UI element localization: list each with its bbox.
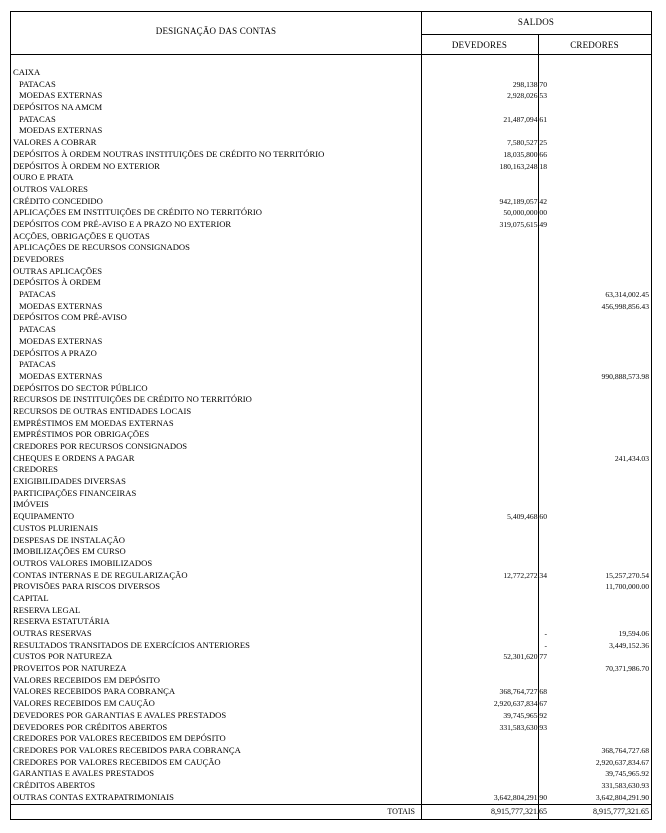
- account-row: [11, 768, 651, 780]
- account-row: [11, 137, 651, 149]
- account-name: RESULTADOS TRANSITADOS DE EXERCÍCIOS ANTERIORES: [13, 639, 250, 650]
- account-name: CRÉDITOS ABERTOS: [13, 779, 96, 790]
- credit-value: 63,314,002.45: [605, 290, 649, 300]
- account-row: [11, 558, 651, 570]
- account-row: [11, 231, 651, 243]
- account-name: GARANTIAS E AVALES PRESTADOS: [13, 768, 155, 779]
- account-row: [11, 149, 651, 161]
- account-row: [11, 570, 651, 582]
- account-name: RESERVA LEGAL: [13, 604, 81, 615]
- account-row: [11, 698, 651, 710]
- account-row: [11, 406, 651, 418]
- account-name: OUTROS VALORES: [13, 183, 88, 194]
- account-name: PATACAS: [19, 78, 56, 89]
- account-row: [11, 523, 651, 535]
- credit-value: 331,583,630.93: [601, 780, 649, 790]
- account-name: EXIGIBILIDADES DIVERSAS: [13, 476, 126, 487]
- account-row: [11, 675, 651, 687]
- account-name: MOEDAS EXTERNAS: [19, 90, 103, 101]
- debit-value: -: [544, 629, 547, 638]
- account-row: [11, 125, 651, 137]
- account-name: APLICAÇÕES EM INSTITUIÇÕES DE CRÉDITO NO TERRITÓRIO: [13, 207, 262, 218]
- account-row: [11, 324, 651, 336]
- account-name: IMÓVEIS: [13, 499, 49, 510]
- account-row: [11, 67, 651, 79]
- account-row: [11, 102, 651, 114]
- credit-value: 15,257,270.54: [605, 570, 649, 580]
- account-row: [11, 219, 651, 231]
- account-row: [11, 605, 651, 617]
- header-bottom-rule: [11, 54, 651, 55]
- account-name: CHEQUES E ORDENS A PAGAR: [13, 452, 135, 463]
- account-name: MOEDAS EXTERNAS: [19, 370, 103, 381]
- account-row: [11, 266, 651, 278]
- account-row: [11, 616, 651, 628]
- debit-value: 12,772,272.34: [503, 570, 547, 580]
- account-name: APLICAÇÕES DE RECURSOS CONSIGNADOS: [13, 242, 190, 253]
- account-row: [11, 476, 651, 488]
- credit-header: CREDORES: [570, 40, 619, 50]
- account-row: [11, 499, 651, 511]
- debit-value: 50,000,000.00: [503, 208, 547, 218]
- account-row: [11, 161, 651, 173]
- account-name: PARTICIPAÇÕES FINANCEIRAS: [13, 487, 137, 498]
- credit-value: 11,700,000.00: [605, 582, 649, 592]
- account-row: [11, 359, 651, 371]
- account-name: CUSTOS POR NATUREZA: [13, 651, 113, 662]
- credit-value: 3,642,804,291.90: [595, 792, 649, 802]
- account-name: RECURSOS DE OUTRAS ENTIDADES LOCAIS: [13, 405, 192, 416]
- account-row: [11, 710, 651, 722]
- account-name: OURO E PRATA: [13, 172, 74, 183]
- account-row: [11, 196, 651, 208]
- account-row: [11, 663, 651, 675]
- account-name: PATACAS: [19, 324, 56, 335]
- totals-label: TOTAIS: [387, 807, 415, 816]
- account-name: DEPÓSITOS A PRAZO: [13, 347, 97, 358]
- debit-header: DEVEDORES: [451, 40, 508, 50]
- account-name: DEPÓSITOS COM PRÉ-AVISO E A PRAZO NO EXTERIOR: [13, 218, 232, 229]
- debit-value: 942,189,057.42: [499, 196, 547, 206]
- account-row: [11, 312, 651, 324]
- account-row: [11, 757, 651, 769]
- totals-credit: 8,915,777,321.65: [593, 807, 649, 816]
- account-name: CREDORES POR VALORES RECEBIDOS PARA COBRANÇA: [13, 744, 241, 755]
- account-row: [11, 651, 651, 663]
- account-row: [11, 371, 651, 383]
- account-name: DEVEDORES POR CRÉDITOS ABERTOS: [13, 721, 168, 732]
- account-name: OUTRAS RESERVAS: [13, 628, 92, 638]
- account-name: OUTRAS CONTAS EXTRAPATRIMONIAIS: [13, 791, 174, 802]
- debit-value: 180,163,248.18: [499, 161, 547, 171]
- account-row: [11, 114, 651, 126]
- account-row: [11, 79, 651, 91]
- account-row: [11, 464, 651, 476]
- debit-value: 2,920,637,834.67: [493, 699, 547, 709]
- debit-value: 298,138.70: [512, 79, 547, 89]
- account-name: CRÉDITO CONCEDIDO: [13, 195, 103, 206]
- credit-value: 241,434.03: [614, 453, 649, 463]
- credit-value: 39,745,965.92: [605, 769, 649, 779]
- account-name: MOEDAS EXTERNAS: [19, 300, 103, 311]
- account-row: [11, 780, 651, 792]
- balance-sheet-table: [10, 11, 652, 820]
- debit-value: -: [544, 640, 547, 650]
- account-row: [11, 722, 651, 734]
- account-name: PATACAS: [19, 289, 56, 300]
- account-name: PROVEITOS POR NATUREZA: [13, 663, 127, 674]
- account-row: [11, 593, 651, 605]
- account-name: MOEDAS EXTERNAS: [19, 125, 103, 136]
- debit-value: 52,301,620.77: [503, 652, 547, 662]
- debit-value: 3,642,804,291.90: [493, 792, 547, 802]
- account-name: IMOBILIZAÇÕES EM CURSO: [13, 546, 126, 557]
- account-name: CUSTOS PLURIENAIS: [13, 522, 99, 533]
- account-name: VALORES RECEBIDOS PARA COBRANÇA: [13, 686, 176, 697]
- credit-value: 2,920,637,834.67: [595, 757, 649, 767]
- account-name: EMPRÉSTIMOS EM MOEDAS EXTERNAS: [13, 417, 174, 428]
- account-row: [11, 511, 651, 523]
- account-name: PATACAS: [19, 113, 56, 124]
- totals-debit: 8,915,777,321.65: [491, 807, 547, 816]
- account-name: DEPÓSITOS COM PRÉ-AVISO: [13, 312, 127, 323]
- account-name: CAIXA: [13, 67, 41, 77]
- debit-value: 319,075,615.49: [499, 219, 547, 229]
- account-name: PROVISÕES PARA RISCOS DIVERSOS: [13, 581, 161, 592]
- account-row: [11, 429, 651, 441]
- debit-value: 21,487,094.61: [503, 114, 547, 124]
- account-row: [11, 745, 651, 757]
- account-name: DEPÓSITOS À ORDEM NOUTRAS INSTITUIÇÕES DE CRÉDITO NO TERRITÓRIO: [13, 148, 325, 159]
- account-name: DEPÓSITOS NA AMCM: [13, 102, 103, 113]
- account-row: [11, 453, 651, 465]
- debit-value: 7,580,527.25: [507, 138, 547, 148]
- account-name: CAPITAL: [13, 592, 49, 603]
- account-row: [11, 441, 651, 453]
- account-name: MOEDAS EXTERNAS: [19, 335, 103, 346]
- debit-value: 2,928,026.53: [507, 91, 547, 101]
- account-name: DEPÓSITOS À ORDEM NO EXTERIOR: [13, 160, 160, 171]
- account-row: [11, 184, 651, 196]
- account-row: [11, 418, 651, 430]
- account-rows: [11, 67, 651, 803]
- debit-value: 18,035,800.66: [503, 149, 547, 159]
- account-name: OUTRAS APLICAÇÕES: [13, 265, 103, 276]
- account-row: [11, 242, 651, 254]
- account-name: EMPRÉSTIMOS POR OBRIGAÇÕES: [13, 429, 150, 440]
- account-name: RECURSOS DE INSTITUIÇÕES DE CRÉDITO NO TERRITÓRIO: [13, 394, 252, 405]
- account-name: CONTAS INTERNAS E DE REGULARIZAÇÃO: [13, 569, 188, 580]
- credit-value: 368,764,727.68: [601, 745, 649, 755]
- debit-value: 331,583,630.93: [499, 722, 547, 732]
- account-name: VALORES RECEBIDOS EM CAUÇÃO: [13, 698, 155, 709]
- account-row: [11, 394, 651, 406]
- account-name: OUTROS VALORES IMOBILIZADOS: [13, 557, 153, 568]
- debit-value: 368,764,727.68: [499, 687, 547, 697]
- account-row: [11, 348, 651, 360]
- account-name: DEVEDORES POR GARANTIAS E AVALES PRESTADOS: [13, 709, 227, 720]
- account-row: [11, 207, 651, 219]
- account-name: RESERVA ESTATUTÁRIA: [13, 616, 110, 627]
- totals-row: [11, 804, 651, 820]
- account-row: [11, 336, 651, 348]
- account-name: CREDORES POR RECURSOS CONSIGNADOS: [13, 441, 188, 451]
- account-name: VALORES RECEBIDOS EM DEPÓSITO: [13, 674, 160, 685]
- account-row: [11, 640, 651, 652]
- account-name: CREDORES POR VALORES RECEBIDOS EM DEPÓSITO: [13, 733, 226, 744]
- account-name: DEVEDORES: [13, 254, 65, 264]
- account-name: EQUIPAMENTO: [13, 511, 75, 522]
- account-name: CREDORES: [13, 464, 58, 475]
- account-row: [11, 733, 651, 745]
- credit-value: 70,371,986.70: [605, 664, 649, 674]
- account-name: PATACAS: [19, 359, 56, 370]
- credit-value: 19,594.06: [618, 629, 649, 638]
- header-divider: [421, 34, 651, 35]
- account-name: ACÇÕES, OBRIGAÇÕES E QUOTAS: [13, 230, 150, 241]
- account-row: [11, 488, 651, 500]
- account-row: [11, 172, 651, 184]
- account-row: [11, 301, 651, 313]
- account-row: [11, 581, 651, 593]
- account-row: [11, 535, 651, 547]
- account-row: [11, 254, 651, 266]
- account-name: DEPÓSITOS DO SECTOR PÚBLICO: [13, 382, 148, 393]
- account-row: [11, 277, 651, 289]
- credit-value: 456,998,856.43: [601, 301, 649, 311]
- debit-value: 5,409,468.60: [507, 512, 547, 522]
- accounts-header: DESIGNAÇÃO DAS CONTAS: [155, 26, 277, 36]
- account-row: [11, 792, 651, 804]
- account-name: DEPÓSITOS À ORDEM: [13, 277, 101, 288]
- account-row: [11, 546, 651, 558]
- credit-value: 990,888,573.98: [601, 371, 649, 381]
- account-name: CREDORES POR VALORES RECEBIDOS EM CAUÇÃO: [13, 756, 221, 767]
- account-row: [11, 686, 651, 698]
- account-row: [11, 383, 651, 395]
- debit-value: 39,745,965.92: [503, 710, 547, 720]
- account-row: [11, 628, 651, 640]
- account-name: DESPESAS DE INSTALAÇÃO: [13, 534, 125, 545]
- account-name: VALORES A COBRAR: [13, 137, 97, 148]
- account-row: [11, 90, 651, 102]
- balances-header: SALDOS: [517, 17, 555, 27]
- account-row: [11, 289, 651, 301]
- credit-value: 3,449,152.36: [609, 640, 649, 650]
